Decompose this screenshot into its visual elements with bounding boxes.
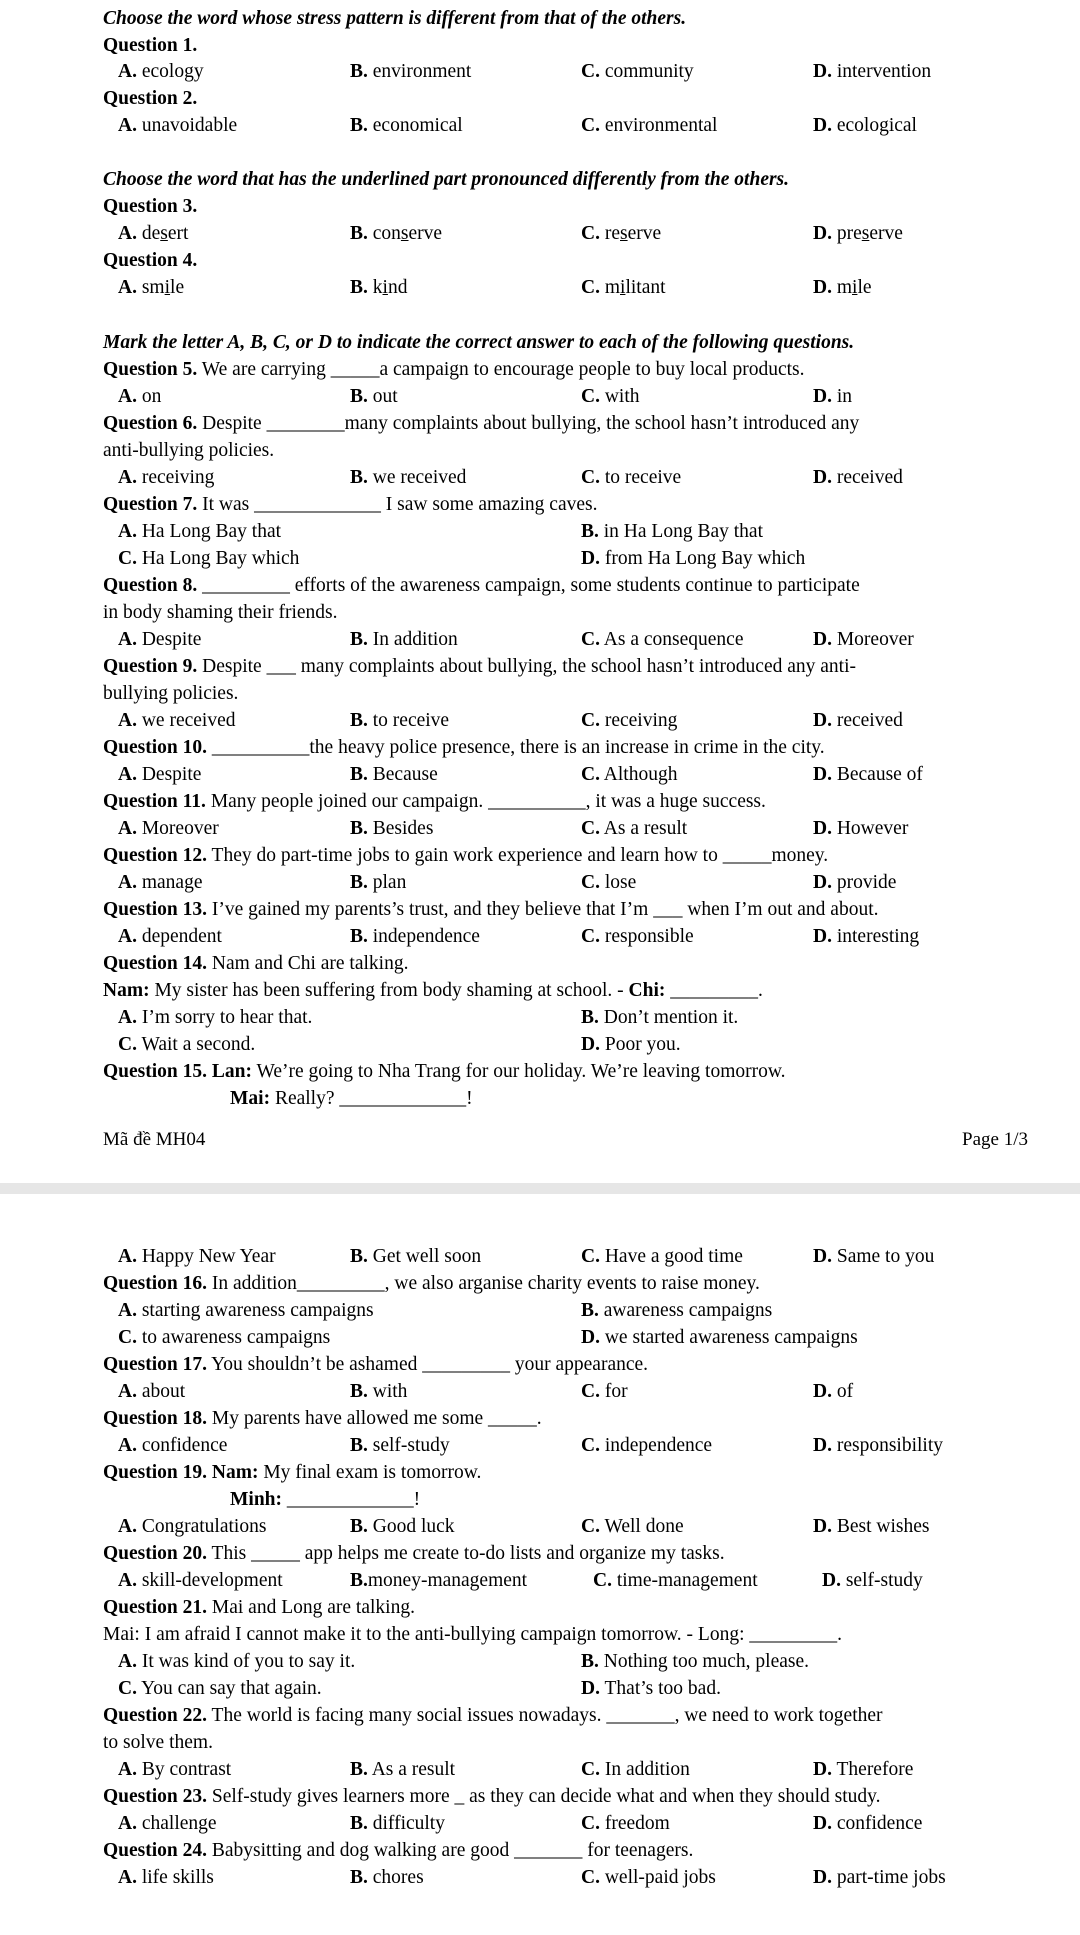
option-c[interactable]: C. As a consequence (581, 629, 744, 650)
option-d[interactable]: D. in (813, 386, 853, 407)
option-d[interactable]: D. Same to you (813, 1246, 935, 1267)
option-a[interactable]: A. Congratulations (118, 1516, 267, 1537)
option-a[interactable]: A. manage (118, 872, 203, 893)
option-d[interactable]: D. mile (813, 277, 872, 298)
option-b[interactable]: B. in Ha Long Bay that (581, 521, 763, 542)
question-text: Question 19. Nam: My final exam is tomorrow. (103, 1462, 482, 1483)
dialogue-line: Mai: Really? _____________! (230, 1088, 473, 1109)
section-heading-stress: Choose the word whose stress pattern is different from that of the others. (103, 8, 687, 29)
option-b[interactable]: B. kind (350, 277, 408, 298)
option-c[interactable]: C. freedom (581, 1813, 670, 1834)
option-c[interactable]: C. community (581, 61, 694, 82)
option-a[interactable]: A. ecology (118, 61, 204, 82)
dialogue-line: Minh: _____________! (230, 1489, 421, 1510)
option-c[interactable]: C. Wait a second. (118, 1034, 256, 1055)
option-b[interactable]: B.money-management (350, 1570, 528, 1591)
option-d[interactable]: D. Therefore (813, 1759, 914, 1780)
question-text: Question 11. Many people joined our campaign. __________, it was a huge success. (103, 791, 766, 812)
option-b[interactable]: B. awareness campaigns (581, 1300, 773, 1321)
option-c[interactable]: C. time-management (593, 1570, 758, 1591)
option-c[interactable]: C. with (581, 386, 640, 407)
option-a[interactable]: A. By contrast (118, 1759, 232, 1780)
option-b[interactable]: B. Get well soon (350, 1246, 482, 1267)
option-d[interactable]: D. ecological (813, 115, 917, 136)
option-c[interactable]: C. Have a good time (581, 1246, 743, 1267)
question-text-cont: to solve them. (103, 1732, 213, 1753)
option-d[interactable]: D. we started awareness campaigns (581, 1327, 858, 1348)
question-label: Question 1. (103, 35, 198, 56)
option-d[interactable]: D. However (813, 818, 909, 839)
option-a[interactable]: A. receiving (118, 467, 215, 488)
option-d[interactable]: D. received (813, 710, 903, 731)
option-d[interactable]: D. preserve (813, 223, 903, 244)
option-a[interactable]: A. I’m sorry to hear that. (118, 1007, 313, 1028)
option-b[interactable]: B. to receive (350, 710, 450, 731)
option-c[interactable]: C. to awareness campaigns (118, 1327, 331, 1348)
question-text: Question 15. Lan: We’re going to Nha Trang for our holiday. We’re leaving tomorrow. (103, 1061, 786, 1082)
option-a[interactable]: A. starting awareness campaigns (118, 1300, 374, 1321)
option-d[interactable]: D. confidence (813, 1813, 923, 1834)
option-d[interactable]: D. That’s too bad. (581, 1678, 721, 1699)
question-text: Question 14. Nam and Chi are talking. (103, 953, 409, 974)
option-b[interactable]: B. with (350, 1381, 408, 1402)
option-a[interactable]: A. about (118, 1381, 186, 1402)
question-text: Question 10. __________the heavy police presence, there is an increase in crime in the city. (103, 737, 825, 758)
option-d[interactable]: D. from Ha Long Bay which (581, 548, 806, 569)
question-text: Question 20. This _____ app helps me create to-do lists and organize my tasks. (103, 1543, 725, 1564)
option-a[interactable]: A. challenge (118, 1813, 217, 1834)
question-text: Question 23. Self-study gives learners more _ as they can decide what and when they should study. (103, 1786, 881, 1807)
page-number: Page 1/3 (962, 1129, 1028, 1150)
option-b[interactable]: B. difficulty (350, 1813, 445, 1834)
option-c[interactable]: C. receiving (581, 710, 678, 731)
option-b[interactable]: B. As a result (350, 1759, 456, 1780)
option-a[interactable]: A. Despite (118, 629, 202, 650)
option-c[interactable]: C. reserve (581, 223, 662, 244)
question-text: Question 18. My parents have allowed me some _____. (103, 1408, 542, 1429)
option-c[interactable]: C. Ha Long Bay which (118, 548, 300, 569)
option-b[interactable]: B. Besides (350, 818, 434, 839)
option-a[interactable]: A. It was kind of you to say it. (118, 1651, 356, 1672)
option-d[interactable]: D. received (813, 467, 903, 488)
option-a[interactable]: A. Ha Long Bay that (118, 521, 282, 542)
option-c[interactable]: C. In addition (581, 1759, 690, 1780)
option-b[interactable]: B. Because (350, 764, 438, 785)
option-d[interactable]: D. intervention (813, 61, 932, 82)
option-b[interactable]: B. out (350, 386, 398, 407)
option-d[interactable]: D. Best wishes (813, 1516, 930, 1537)
question-text-cont: anti-bullying policies. (103, 440, 275, 461)
option-c[interactable]: C. independence (581, 1435, 713, 1456)
question-label: Question 4. (103, 250, 198, 271)
question-text: Question 24. Babysitting and dog walking are good _______ for teenagers. (103, 1840, 694, 1861)
option-c[interactable]: C. Although (581, 764, 678, 785)
question-text: Question 17. You shouldn’t be ashamed _________ your appearance. (103, 1354, 649, 1375)
option-a[interactable]: A. smile (118, 277, 185, 298)
option-a[interactable]: A. life skills (118, 1867, 214, 1888)
exam-code: Mã đề MH04 (103, 1129, 206, 1150)
question-text: Question 7. It was _____________ I saw some amazing caves. (103, 494, 598, 515)
option-b[interactable]: B. self-study (350, 1435, 450, 1456)
option-b[interactable]: B. Nothing too much, please. (581, 1651, 810, 1672)
option-c[interactable]: C. well-paid jobs (581, 1867, 716, 1888)
option-b[interactable]: B. In addition (350, 629, 458, 650)
question-text: Question 9. Despite ___ many complaints about bullying, the school hasn’t introduced any anti- (103, 656, 856, 677)
option-d[interactable]: D. part-time jobs (813, 1867, 946, 1888)
option-a[interactable]: A. Happy New Year (118, 1246, 276, 1267)
option-c[interactable]: C. Well done (581, 1516, 684, 1537)
option-b[interactable]: B. environment (350, 61, 472, 82)
question-text-cont: bullying policies. (103, 683, 239, 704)
option-b[interactable]: B. conserve (350, 223, 443, 244)
option-c[interactable]: C. As a result (581, 818, 688, 839)
option-a[interactable]: A. skill-development (118, 1570, 283, 1591)
option-d[interactable]: D. responsibility (813, 1435, 944, 1456)
option-c[interactable]: C. lose (581, 872, 637, 893)
option-b[interactable]: B. plan (350, 872, 407, 893)
option-c[interactable]: C. You can say that again. (118, 1678, 322, 1699)
option-a[interactable]: A. unavoidable (118, 115, 238, 136)
option-c[interactable]: C. for (581, 1381, 628, 1402)
option-b[interactable]: B. chores (350, 1867, 424, 1888)
option-a[interactable]: A. on (118, 386, 162, 407)
section-heading-pronunciation: Choose the word that has the underlined part pronounced differently from the others. (103, 169, 790, 190)
option-b[interactable]: B. Don’t mention it. (581, 1007, 739, 1028)
question-text: Question 6. Despite ________many complaints about bullying, the school hasn’t introduced any (103, 413, 860, 434)
question-label: Question 2. (103, 88, 198, 109)
question-text: Question 21. Mai and Long are talking. (103, 1597, 415, 1618)
option-a[interactable]: A. we received (118, 710, 236, 731)
section-heading-mcq: Mark the letter A, B, C, or D to indicate the correct answer to each of the following questions. (103, 332, 855, 353)
question-label: Question 3. (103, 196, 198, 217)
question-text: Question 12. They do part-time jobs to gain work experience and learn how to _____money. (103, 845, 829, 866)
option-d[interactable]: D. of (813, 1381, 854, 1402)
question-text-cont: in body shaming their friends. (103, 602, 338, 623)
option-d[interactable]: D. provide (813, 872, 897, 893)
option-c[interactable]: C. to receive (581, 467, 682, 488)
option-c[interactable]: C. militant (581, 277, 666, 298)
dialogue-line: Mai: I am afraid I cannot make it to the anti-bullying campaign tomorrow. - Long: _________. (103, 1624, 843, 1645)
option-b[interactable]: B. we received (350, 467, 467, 488)
option-d[interactable]: D. self-study (822, 1570, 923, 1591)
option-a[interactable]: A. Despite (118, 764, 202, 785)
question-text: Question 16. In addition_________, we also arganise charity events to raise money. (103, 1273, 760, 1294)
option-c[interactable]: C. environmental (581, 115, 718, 136)
option-d[interactable]: D. Poor you. (581, 1034, 681, 1055)
question-text: Question 22. The world is facing many social issues nowadays. _______, we need to work together (103, 1705, 883, 1726)
question-text: Question 5. We are carrying _____a campaign to encourage people to buy local products. (103, 359, 805, 380)
exam-page-2 (0, 1194, 1080, 1935)
dialogue-line: Nam: My sister has been suffering from body shaming at school. - Chi: _________. (103, 980, 763, 1001)
question-text: Question 8. _________ efforts of the awareness campaign, some students continue to participate (103, 575, 860, 596)
option-b[interactable]: B. economical (350, 115, 463, 136)
option-b[interactable]: B. Good luck (350, 1516, 455, 1537)
option-a[interactable]: A. Moreover (118, 818, 219, 839)
option-b[interactable]: B. independence (350, 926, 480, 947)
question-text: Question 13. I’ve gained my parents’s trust, and they believe that I’m ___ when I’m out and about. (103, 899, 879, 920)
option-d[interactable]: D. Moreover (813, 629, 914, 650)
option-d[interactable]: D. interesting (813, 926, 920, 947)
option-a[interactable]: A. confidence (118, 1435, 228, 1456)
option-c[interactable]: C. responsible (581, 926, 694, 947)
option-d[interactable]: D. Because of (813, 764, 923, 785)
option-a[interactable]: A. dependent (118, 926, 222, 947)
option-a[interactable]: A. desert (118, 223, 189, 244)
